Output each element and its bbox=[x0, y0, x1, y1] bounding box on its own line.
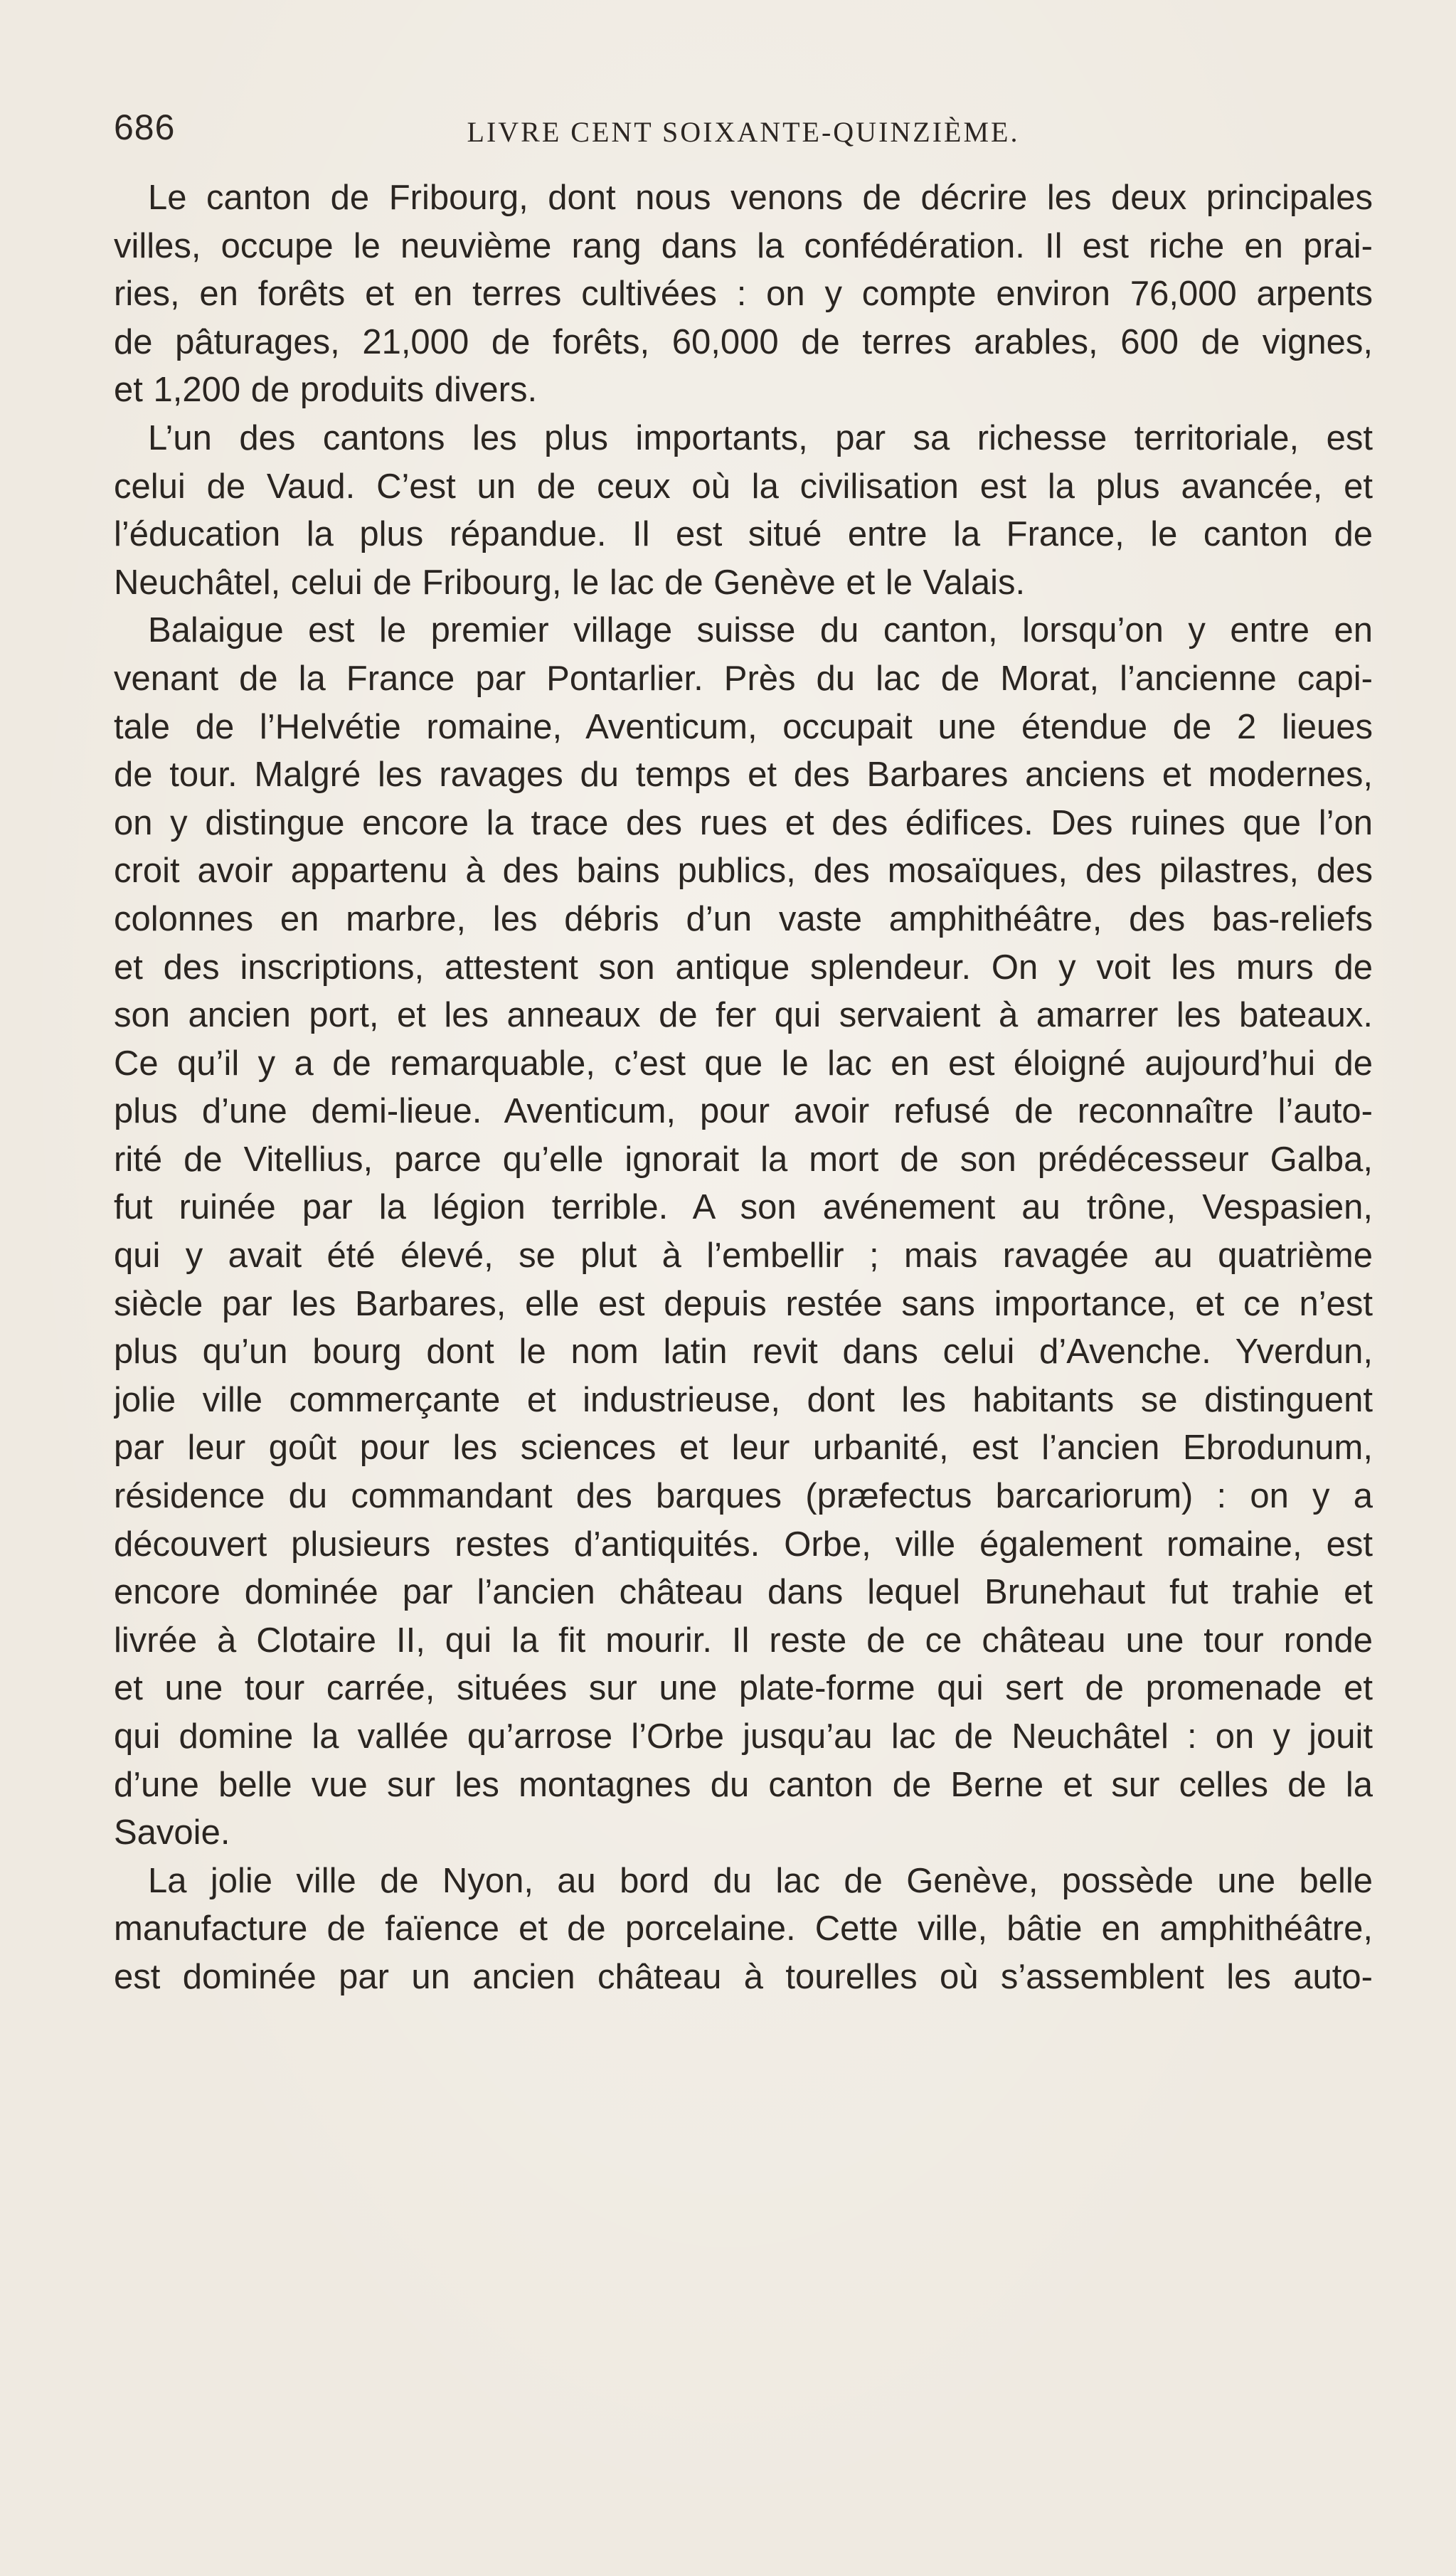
text-line: siècle par les Barbares, elle est depuis restée sans importance, et ce n’est bbox=[114, 1284, 1373, 1323]
text-line: d’une belle vue sur les montagnes du canton de Berne et sur celles de la bbox=[114, 1765, 1373, 1804]
text-line: Balaigue est le premier village suisse du canton, lorsqu’on y entre en bbox=[148, 611, 1373, 650]
running-head: LIVRE CENT SOIXANTE-QUINZIÈME. bbox=[467, 116, 1020, 148]
text-line: qui domine la vallée qu’arrose l’Orbe jusqu’au lac de Neuchâtel : on y jouit bbox=[114, 1717, 1373, 1756]
text-line: ries, en forêts et en terres cultivées : on y compte environ 76,000 arpents bbox=[114, 275, 1373, 314]
paragraph-4 bbox=[114, 1857, 1373, 2002]
body-text bbox=[114, 174, 1373, 2002]
text-line: La jolie ville de Nyon, au bord du lac de Genève, possède une belle bbox=[148, 1861, 1373, 1900]
text-line: Neuchâtel, celui de Fribourg, le lac de Genève et le Valais. bbox=[114, 563, 1026, 602]
text-line: colonnes en marbre, les débris d’un vaste amphithéâtre, des bas-reliefs bbox=[114, 899, 1373, 938]
text-line: résidence du commandant des barques (præfectus barcariorum) : on y a bbox=[114, 1477, 1373, 1516]
text-line: Savoie. bbox=[114, 1813, 230, 1853]
text-line: plus qu’un bourg dont le nom latin revit dans celui d’Avenche. Yverdun, bbox=[114, 1332, 1373, 1372]
text-line: et des inscriptions, attestent son antique splendeur. On y voit les murs de bbox=[114, 948, 1373, 987]
text-line: par leur goût pour les sciences et leur urbanité, est l’ancien Ebrodunum, bbox=[114, 1429, 1373, 1468]
text-line: Le canton de Fribourg, dont nous venons de décrire les deux principales bbox=[148, 179, 1373, 217]
text-line: et une tour carrée, situées sur une plate-forme qui sert de promenade et bbox=[114, 1669, 1373, 1708]
text-line: de pâturages, 21,000 de forêts, 60,000 de terres arables, 600 de vignes, bbox=[114, 322, 1373, 361]
page-header bbox=[114, 107, 1373, 157]
text-line: celui de Vaud. C’est un de ceux où la civilisation est la plus avancée, et bbox=[114, 467, 1373, 506]
text-line: plus d’une demi-lieue. Aventicum, pour avoir refusé de reconnaître l’auto- bbox=[114, 1092, 1373, 1131]
text-line: l’éducation la plus répandue. Il est situé entre la France, le canton de bbox=[114, 515, 1373, 554]
text-line: découvert plusieurs restes d’antiquités. Orbe, ville également romaine, est bbox=[114, 1525, 1373, 1564]
text-line: encore dominée par l’ancien château dans lequel Brunehaut fut trahie et bbox=[114, 1573, 1373, 1612]
text-line: rité de Vitellius, parce qu’elle ignorait la mort de son prédécesseur Galba, bbox=[114, 1140, 1373, 1179]
text-line: L’un des cantons les plus importants, par sa richesse territoriale, est bbox=[148, 418, 1373, 457]
text-line: et 1,200 de produits divers. bbox=[114, 371, 538, 410]
text-line: est dominée par un ancien château à tourelles où s’assemblent les auto- bbox=[114, 1957, 1373, 1996]
text-line: livrée à Clotaire II, qui la fit mourir. Il reste de ce château une tour ronde bbox=[114, 1621, 1373, 1660]
text-line: villes, occupe le neuvième rang dans la confédération. Il est riche en prai- bbox=[114, 226, 1373, 265]
text-line: qui y avait été élevé, se plut à l’embellir ; mais ravagée au quatrième bbox=[114, 1236, 1373, 1276]
text-line: manufacture de faïence et de porcelaine. Cette ville, bâtie en amphithéâtre, bbox=[114, 1909, 1373, 1949]
text-line: jolie ville commerçante et industrieuse, dont les habitants se distinguent bbox=[114, 1380, 1373, 1419]
text-line: croit avoir appartenu à des bains publics, des mosaïques, des pilastres, des bbox=[114, 852, 1373, 891]
text-line: tale de l’Helvétie romaine, Aventicum, occupait une étendue de 2 lieues bbox=[114, 707, 1373, 746]
paragraph-3 bbox=[114, 607, 1373, 1857]
page-number: 686 bbox=[114, 107, 176, 147]
text-line: venant de la France par Pontarlier. Près du lac de Morat, l’ancienne capi- bbox=[114, 659, 1373, 698]
text-line: son ancien port, et les anneaux de fer qui servaient à amarrer les bateaux. bbox=[114, 996, 1373, 1035]
text-line: on y distingue encore la trace des rues et des édifices. Des ruines que l’on bbox=[114, 803, 1373, 842]
paragraph-2 bbox=[114, 415, 1373, 607]
text-line: fut ruinée par la légion terrible. A son avénement au trône, Vespasien, bbox=[114, 1188, 1373, 1227]
text-line: Ce qu’il y a de remarquable, c’est que le lac en est éloigné aujourd’hui de bbox=[114, 1044, 1373, 1083]
text-line: de tour. Malgré les ravages du temps et des Barbares anciens et modernes, bbox=[114, 756, 1373, 795]
paragraph-1 bbox=[114, 174, 1373, 415]
